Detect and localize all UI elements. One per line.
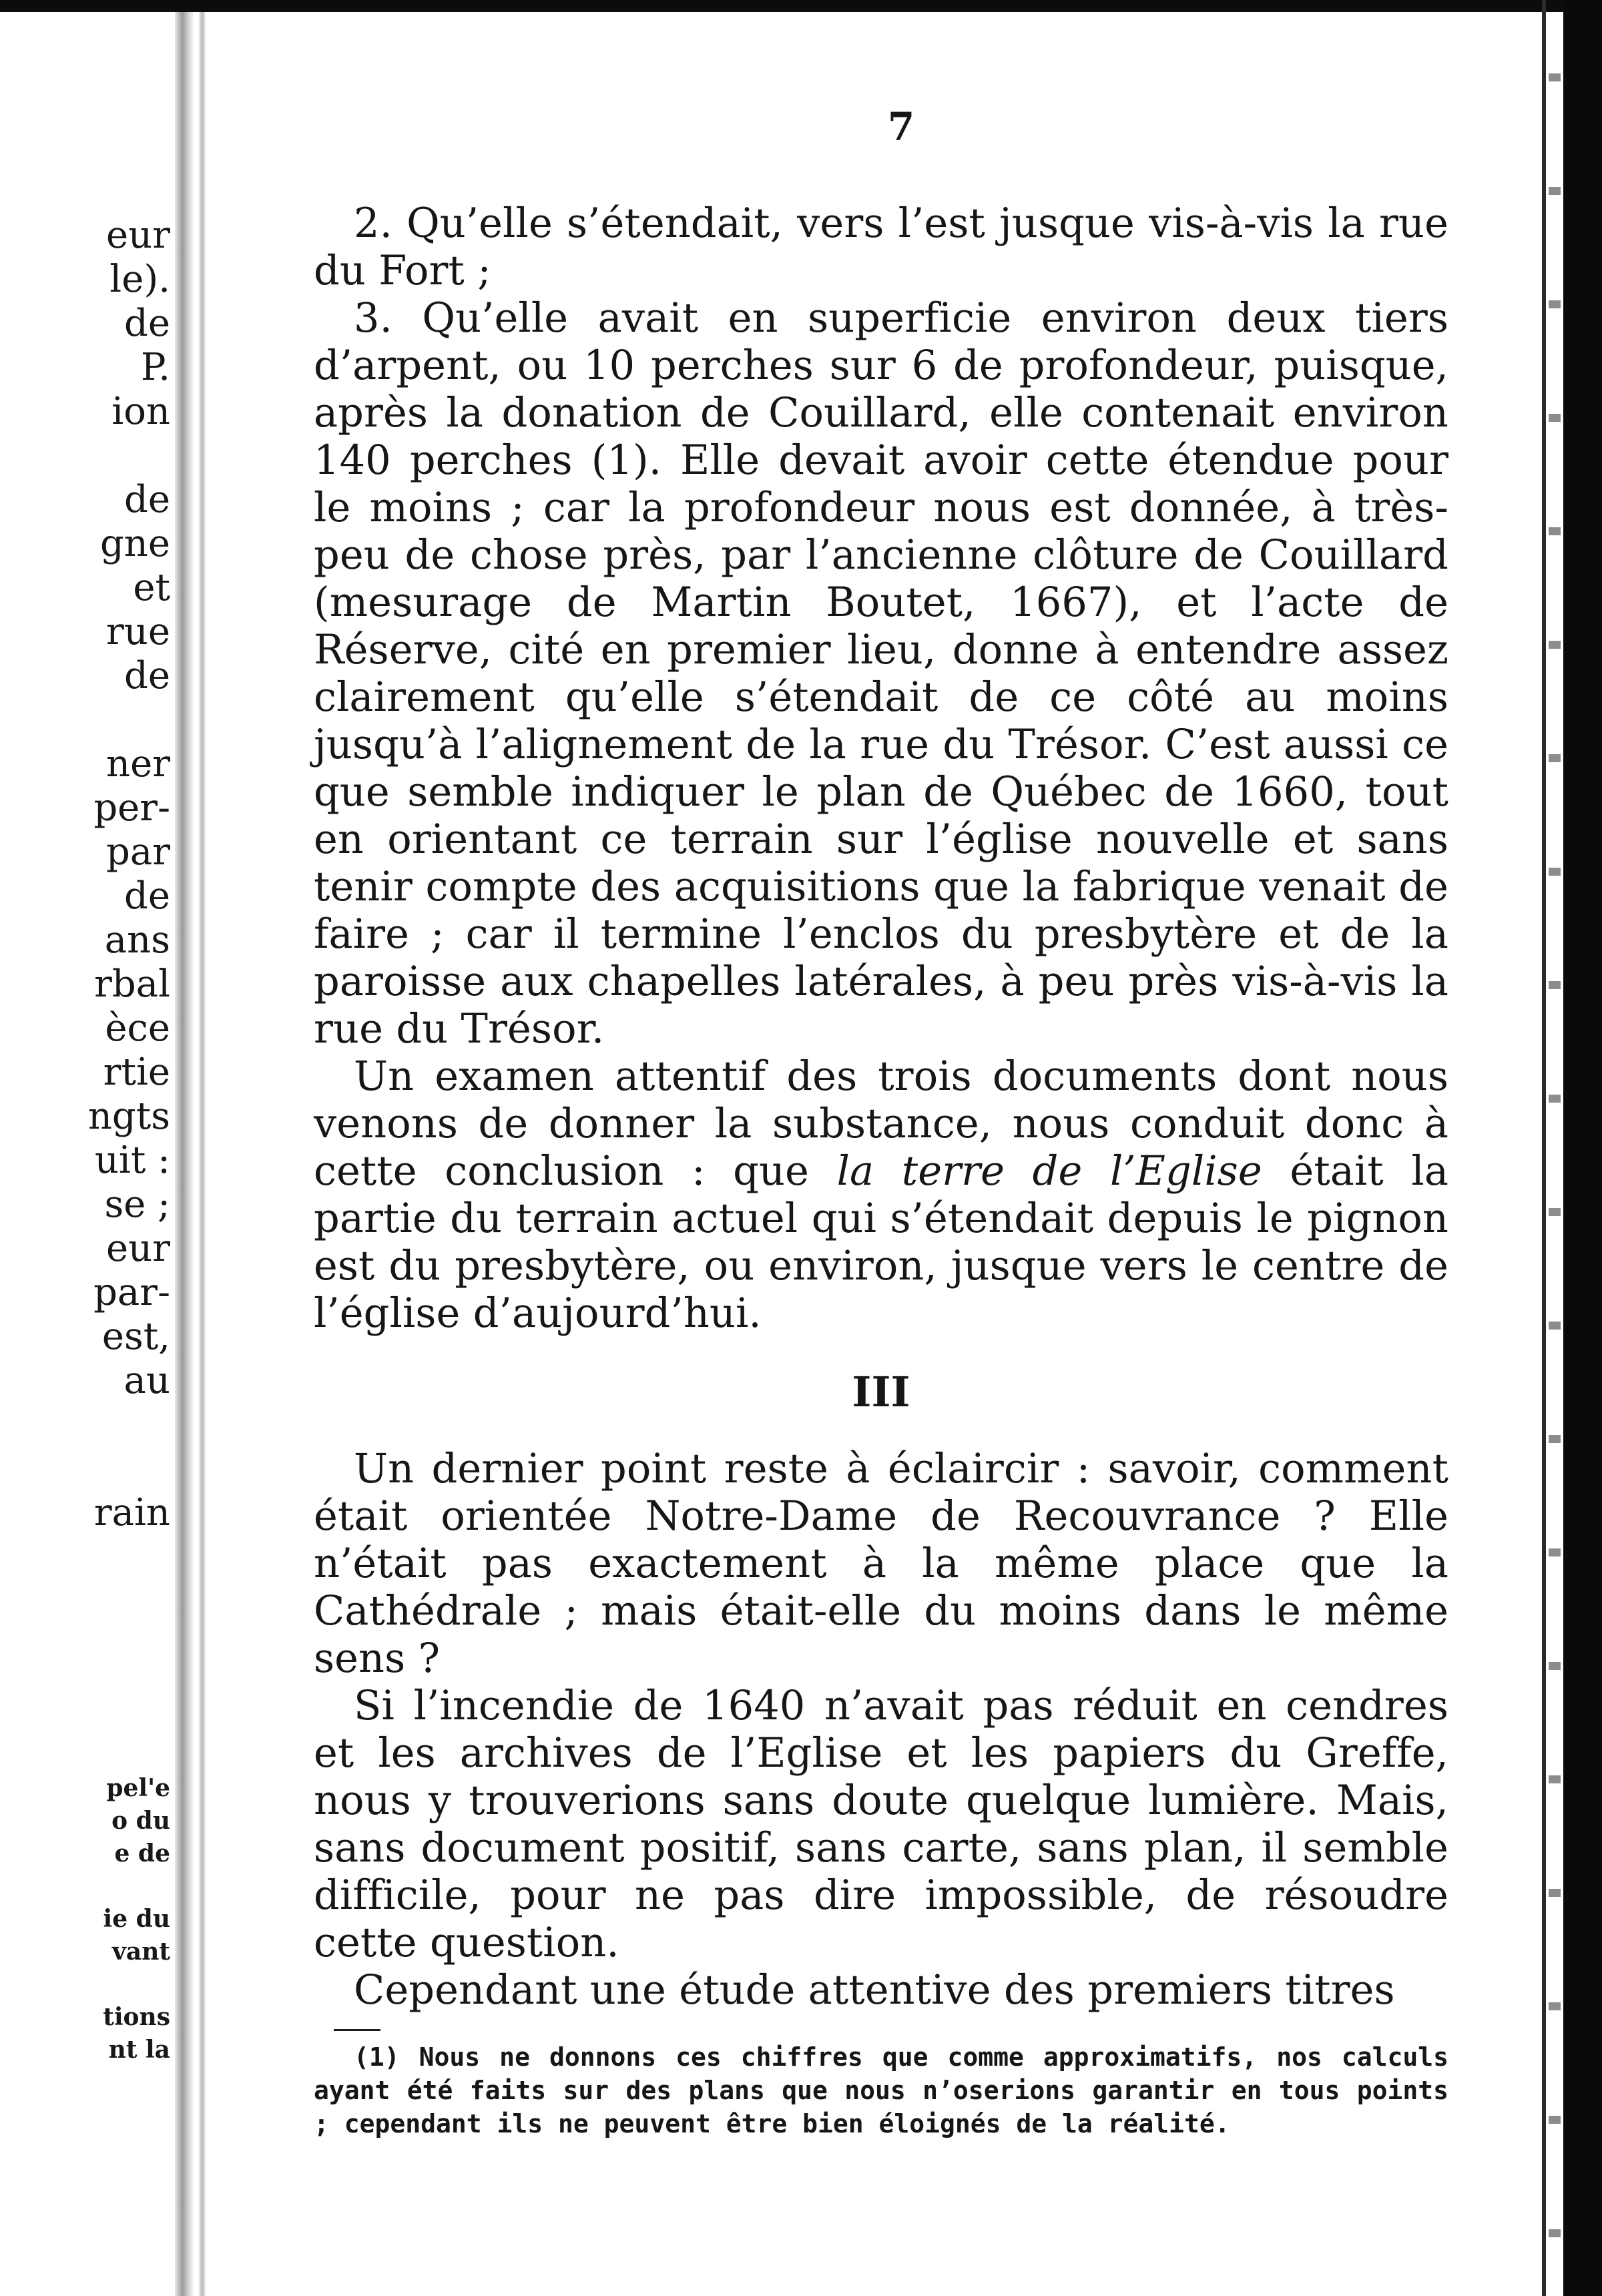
- left-page-line: de: [124, 302, 170, 345]
- left-page-line: rain: [93, 1491, 170, 1534]
- page-edge: [1542, 0, 1546, 2296]
- footnote: [314, 2040, 1448, 2140]
- paragraph-conclusion: [314, 1053, 1448, 1338]
- left-footnote-line: [0, 1870, 170, 1903]
- left-page-line: et: [133, 566, 170, 609]
- left-page-line: P.: [140, 346, 170, 389]
- left-footnote-line: pel'e: [106, 1774, 170, 1802]
- left-page-line: le).: [109, 258, 170, 301]
- footnote-divider: [334, 2029, 380, 2031]
- left-footnote-line: ie du: [103, 1905, 170, 1933]
- left-page-line: per-: [93, 786, 170, 830]
- left-page-fragment: [0, 214, 170, 1535]
- left-page-line: [0, 434, 170, 478]
- left-page-line: rtie: [103, 1051, 170, 1094]
- left-page-line: au: [123, 1359, 170, 1402]
- left-page-line: eur: [106, 214, 170, 257]
- left-page-line: eur: [106, 1227, 170, 1270]
- left-footnote-line: o du: [111, 1807, 170, 1835]
- book-spine-edge: [199, 12, 206, 2296]
- left-page-line: de: [124, 654, 170, 697]
- left-page-line: ion: [111, 390, 170, 433]
- left-page-line: [0, 1447, 170, 1491]
- left-page-line: [0, 1403, 170, 1447]
- footnote-text: (1) Nous ne donnons ces chiffres que comme approximatifs, nos calculs ayant été faits sur des plans que nous n’oserions garantir en tous points ; cependant ils ne peuvent être bien éloignés de la réalité.: [314, 2042, 1448, 2138]
- conclusion-italic: la terre de l’Eglise: [836, 1148, 1262, 1195]
- left-page-line: ngts: [87, 1095, 170, 1138]
- scan-edge-artifact: [1549, 20, 1561, 2276]
- left-page-line: ans: [104, 918, 170, 962]
- paragraph-point-2: 2. Qu’elle s’étendait, vers l’est jusque vis-à-vis la rue du Fort ;: [314, 200, 1448, 294]
- book-page: [314, 100, 1448, 2140]
- paragraph-point-3: 3. Qu’elle avait en superficie environ deux tiers d’arpent, ou 10 perches sur 6 de profondeur, puisque, après la donation de Couillard, elle contenait environ 140 perches (1). Elle devait avoir cette étendue pour le moins ; car la profondeur nous est donnée, à très-peu de chose près, par l’ancienne clôture de Couillard (mesurage de Martin Boutet, 1667), et l’acte de Réserve, cité en premier lieu, donne à entendre assez clairement qu’elle s’étendait de ce côté au moins jusqu’à l’alignement de la rue du Trésor. C’est aussi ce que semble indiquer le plan de Québec de 1660, tout en orientant ce terrain sur l’église nouvelle et sans tenir compte des acquisitions que la fabrique venait de faire ; car il termine l’enclos du presbytère et de la paroisse aux chapelles latérales, à peu près vis-à-vis la rue du Trésor.: [314, 295, 1448, 1053]
- paragraph-orientation: Un dernier point reste à éclaircir : savoir, comment était orientée Notre-Dame de Recouvrance ? Elle n’était pas exactement à la même place que la Cathédrale ; mais était-elle du moins dans le même sens ?: [314, 1446, 1448, 1682]
- conclusion-text-b: était la partie du terrain actuel qui s’étendait depuis le pignon est du presbytère, ou environ, jusque vers le centre de l’église d’aujourd’hui.: [314, 1148, 1448, 1337]
- conclusion-text-a: Un examen attentif des trois documents dont nous venons de donner la substance, nous conduit donc à cette conclusion : que: [314, 1053, 1448, 1195]
- left-footnote-line: e de: [114, 1839, 170, 1868]
- left-page-line: de: [124, 874, 170, 918]
- left-page-line: se ;: [104, 1183, 170, 1226]
- scan-right-border: [1563, 0, 1602, 2296]
- paragraph-fire: Si l’incendie de 1640 n’avait pas réduit en cendres et les archives de l’Eglise et les papiers du Greffe, nous y trouverions sans doute quelque lumière. Mais, sans document positif, sans carte, sans plan, il semble difficile, pour ne pas dire impossible, de résoudre cette question.: [314, 1683, 1448, 1966]
- scan-top-border: [0, 0, 1602, 12]
- left-page-line: [0, 698, 170, 742]
- left-footnote-line: [0, 1968, 170, 2001]
- section-heading: III: [852, 1368, 910, 1416]
- left-page-line: gne: [99, 522, 170, 565]
- left-page-footnote-fragment: [0, 1772, 170, 2066]
- left-page-line: par-: [93, 1271, 170, 1314]
- left-page-line: par: [105, 830, 170, 874]
- left-page-line: ner: [106, 742, 170, 786]
- left-page-line: rue: [106, 610, 170, 653]
- left-footnote-line: tions: [103, 2003, 170, 2031]
- left-footnote-line: nt la: [108, 2036, 170, 2064]
- left-footnote-line: vant: [111, 1938, 170, 1966]
- paragraph-study: Cependant une étude attentive des premiers titres: [354, 1967, 1395, 2014]
- left-page-line: est,: [101, 1315, 170, 1358]
- body-text: [314, 200, 1448, 2014]
- left-page-line: de: [124, 478, 170, 521]
- book-spine: [175, 12, 194, 2296]
- page-number: 7: [887, 104, 915, 150]
- left-page-line: èce: [105, 1007, 170, 1050]
- left-page-line: rbal: [94, 962, 170, 1006]
- left-page-line: uit :: [94, 1139, 170, 1182]
